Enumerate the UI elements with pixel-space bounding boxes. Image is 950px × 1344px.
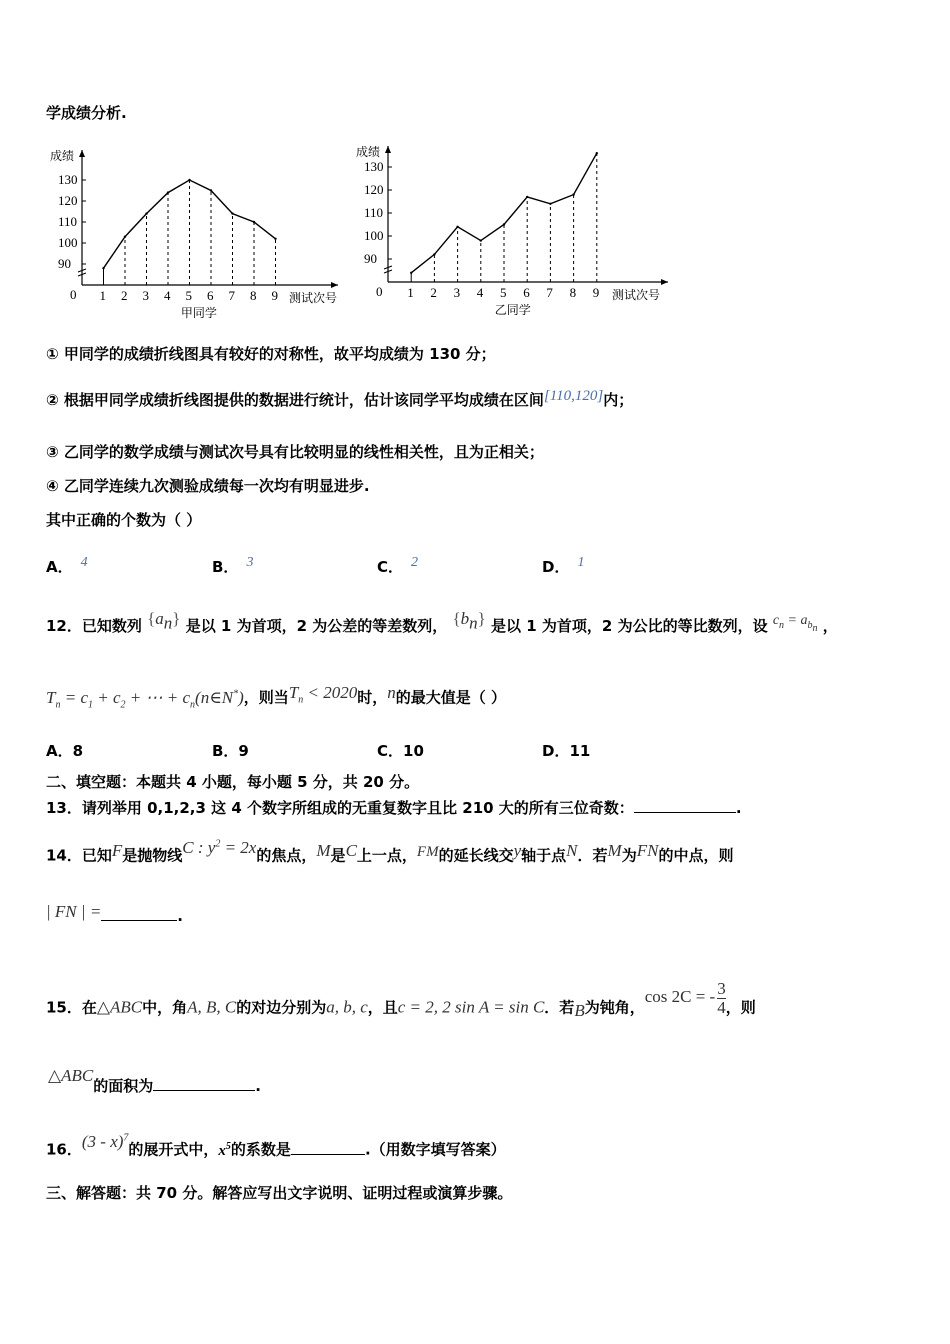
q13-blank[interactable] <box>634 798 736 813</box>
q12-text-3: ，则当 <box>243 688 289 707</box>
q12-comma: ， <box>822 617 838 635</box>
q12-text-5: 的最大值是（ ） <box>395 688 507 707</box>
q12-prefix: 12．已知数列 <box>46 617 142 635</box>
q12-option-b[interactable]: B．9 <box>212 742 249 760</box>
x5-power: 5 <box>225 1140 231 1152</box>
x5-base: x <box>218 1142 226 1159</box>
q16 <box>46 1131 506 1161</box>
binomial-power: 7 <box>123 1132 129 1143</box>
binomial-base: (3 - x) <box>81 1131 124 1151</box>
y-tick-label: 100 <box>58 235 78 250</box>
cos-text: cos 2C = - <box>644 987 716 1007</box>
bn-seq: $\{b_n\}$ <box>452 609 486 633</box>
data-point <box>572 193 574 195</box>
q11-question: 其中正确的个数为（ ） <box>46 511 202 529</box>
q14-text-2: 的焦点， <box>256 846 317 865</box>
n-point: N <box>566 840 578 860</box>
y-axis-label: 成绩 <box>356 145 381 159</box>
c1-sub: 1 <box>88 699 93 711</box>
q15-text-1: 中，角 <box>142 998 188 1017</box>
y-tick-label: 130 <box>364 159 384 174</box>
intro-text: 学成绩分析. <box>46 104 127 122</box>
tn-cond <box>288 682 358 706</box>
x-axis-label: 测试次号 <box>289 291 338 305</box>
b-sub: b <box>807 619 813 631</box>
data-point <box>102 267 104 269</box>
x-tick-label: 3 <box>142 288 149 303</box>
q15-condition: c = 2, 2 sin A = sin C <box>397 997 545 1017</box>
b-symbol: B <box>574 1001 585 1021</box>
data-point <box>526 196 528 198</box>
q14-text-3: 是 <box>330 846 346 865</box>
y-symbol: y <box>513 840 522 860</box>
statement-2-text: ② 根据甲同学成绩折线图提供的数据进行统计，估计该同学平均成绩在区间 <box>46 391 544 409</box>
x-tick-label: 9 <box>271 288 278 303</box>
tn-eq: = c <box>60 687 88 707</box>
q13-end: . <box>735 799 742 817</box>
origin-label: 0 <box>70 287 77 302</box>
tn-symbol: T <box>46 687 56 707</box>
cond-t: T <box>288 682 299 702</box>
data-point <box>596 152 598 154</box>
parabola <box>182 838 256 857</box>
x-tick-label: 2 <box>121 288 128 303</box>
x-tick-label: 6 <box>523 285 530 300</box>
chart-title: 甲同学 <box>180 306 217 320</box>
q15-text-2: 的对边分别为 <box>236 998 327 1017</box>
q15-text-6: ，则 <box>725 998 756 1017</box>
option-label: A． <box>46 558 73 576</box>
q16-text-1: 的展开式中， <box>128 1140 219 1159</box>
c-symbol: C <box>345 840 357 860</box>
option-value: 2 <box>411 555 419 570</box>
q14-text-4: 上一点， <box>356 846 417 865</box>
q12-text-4: 时， <box>357 688 388 707</box>
x-axis-arrow <box>331 282 338 288</box>
option-value: 1 <box>577 555 585 570</box>
statement-1: ① 甲同学的成绩折线图具有较好的对称性，故平均成绩为 130 分； <box>46 345 496 363</box>
data-point <box>124 236 126 238</box>
option-label: D． <box>542 558 570 576</box>
cond-sub: n <box>298 694 304 706</box>
q16-prefix: 16． <box>46 1140 82 1159</box>
q16-text-3: .（用数字填写答案） <box>364 1140 506 1159</box>
x-tick-label: 9 <box>592 285 600 300</box>
bn-sub: n <box>469 613 478 633</box>
statement-2 <box>46 390 633 411</box>
x-tick-label: 8 <box>250 288 257 303</box>
q12-text-1: 是以 1 为首项，2 为公差的等差数列， <box>185 617 448 635</box>
triangle-symbol-2: △ABC <box>48 1066 94 1085</box>
q13-text: 13．请列举用 0,1,2,3 这 4 个数字所组成的无重复数字且比 210 大的所有三位奇数： <box>46 799 634 817</box>
option-label: C． <box>377 558 404 576</box>
data-point <box>549 203 551 205</box>
statement-2-end: 内； <box>603 391 634 409</box>
star: * <box>233 688 239 699</box>
q14-text-5: 的延长线交 <box>438 846 514 865</box>
q11-option-a[interactable] <box>46 556 88 577</box>
cn-symbol: c <box>772 613 780 628</box>
q15-text-4: ．若 <box>544 998 575 1017</box>
x-tick-label: 8 <box>569 285 577 300</box>
q16-blank[interactable] <box>291 1140 365 1155</box>
chart-jia <box>40 140 360 325</box>
q15-line-1 <box>46 979 756 1027</box>
y-tick-label: 110 <box>58 214 78 229</box>
q14-text-1: 是抛物线 <box>122 846 183 865</box>
q12-line-2 <box>46 684 506 715</box>
x-axis-label: 测试次号 <box>612 288 661 302</box>
data-point <box>410 272 412 274</box>
option-value: 3 <box>246 555 254 570</box>
q15-text-3: ，且 <box>367 998 398 1017</box>
cond-rest: < 2020 <box>303 682 358 702</box>
y-tick-label: 90 <box>364 251 377 266</box>
q12-option-a[interactable]: A．8 <box>46 742 84 760</box>
section-2-heading: 二、填空题：本题共 4 小题，每小题 5 分，共 20 分。 <box>46 773 420 791</box>
chart-yi <box>350 138 680 325</box>
cos-expr <box>644 979 726 1017</box>
q14-line-1 <box>46 837 734 867</box>
x-axis-arrow <box>661 279 668 285</box>
y-tick-label: 120 <box>58 193 78 208</box>
chart-title: 乙同学 <box>494 303 531 317</box>
bn-symbol: b <box>460 609 470 628</box>
x-tick-label: 1 <box>407 285 414 300</box>
fraction-den: 4 <box>717 998 726 1017</box>
angles: A, B, C <box>187 997 237 1017</box>
statement-3: ③ 乙同学的数学成绩与测试次号具有比较明显的线性相关性，且为正相关； <box>46 443 544 461</box>
parabola-sq: 2 <box>215 838 221 849</box>
q14-text-6: 轴于点 <box>521 846 567 865</box>
q14-text-9: 的中点，则 <box>658 846 734 865</box>
q12-line-1 <box>46 609 838 646</box>
data-point <box>503 223 505 225</box>
q12-option-d[interactable]: D．11 <box>542 742 591 760</box>
x-tick-label: 5 <box>500 285 507 300</box>
x-tick-label: 5 <box>185 288 192 303</box>
paren-close: ) <box>238 687 244 707</box>
y-axis-arrow <box>79 150 85 157</box>
q15-end: . <box>255 1077 261 1095</box>
series-line <box>411 153 597 273</box>
q14-blank[interactable] <box>101 906 177 921</box>
c2-sub: 2 <box>120 699 126 711</box>
data-point <box>433 253 435 255</box>
cn-last-sub: n <box>190 699 196 711</box>
plus-dots: + ⋯ + c <box>125 687 191 707</box>
an-seq: $\{a_n\}$ <box>147 609 181 633</box>
q14-text-8: 为 <box>621 846 637 865</box>
q15-text-7: 的面积为 <box>93 1077 154 1095</box>
x-tick-label: 1 <box>99 288 106 303</box>
q14-end: . <box>177 907 183 925</box>
data-point <box>167 191 169 193</box>
y-axis-label: 成绩 <box>50 149 75 163</box>
plus-c2: + c <box>93 687 121 707</box>
x-tick-label: 7 <box>228 288 235 303</box>
parabola-lhs: C : y <box>182 837 216 857</box>
x-tick-label: 7 <box>546 285 553 300</box>
interval: [110,120] <box>543 388 604 404</box>
triangle-symbol: △ABC <box>96 997 143 1017</box>
tn-sub: n <box>55 699 61 711</box>
section-3-heading: 三、解答题：共 70 分。解答应写出文字说明、证明过程或演算步骤。 <box>46 1184 513 1202</box>
f-symbol: F <box>111 840 123 860</box>
option-label: B． <box>212 558 239 576</box>
x-tick-label: 6 <box>207 288 214 303</box>
y-tick-label: 130 <box>58 172 78 187</box>
domain: (n∈N <box>195 687 234 707</box>
sides: a, b, c <box>326 997 368 1017</box>
option-value: 4 <box>80 555 88 570</box>
y-tick-label: 120 <box>364 182 384 197</box>
y-tick-label: 100 <box>364 228 384 243</box>
q13 <box>46 798 742 818</box>
m-symbol: M <box>316 840 331 860</box>
cn-eq: = a <box>784 613 808 628</box>
q16-text-2: 的系数是 <box>230 1140 291 1159</box>
statement-4: ④ 乙同学连续九次测验成绩每一次均有明显进步. <box>46 477 370 495</box>
cn-sub: n <box>779 619 785 631</box>
parabola-rhs: = 2x <box>220 837 257 857</box>
x-tick-label: 4 <box>164 288 171 303</box>
data-point <box>456 226 458 228</box>
fn-symbol: FN <box>636 840 659 860</box>
data-point <box>274 238 276 240</box>
q14-text-7: ．若 <box>577 846 608 865</box>
data-point <box>210 189 212 191</box>
fm-symbol: FM <box>416 843 439 860</box>
fraction-num: 3 <box>717 979 726 998</box>
an-sub: n <box>163 613 173 633</box>
q14-line-2 <box>46 902 183 926</box>
origin-label: 0 <box>376 284 383 299</box>
y-tick-label: 90 <box>58 256 71 271</box>
q15-line-2 <box>46 1066 261 1096</box>
q12-text-2: 是以 1 为首项，2 为公比的等比数列，设 <box>491 617 768 635</box>
data-point <box>188 179 190 181</box>
q11-option-d[interactable] <box>542 556 584 577</box>
x-tick-label: 3 <box>453 285 461 300</box>
data-point <box>480 239 482 241</box>
y-axis-arrow <box>385 146 391 153</box>
data-point <box>231 212 233 214</box>
q14-prefix: 14．已知 <box>46 846 112 865</box>
binomial <box>82 1132 129 1151</box>
q15-prefix: 15．在 <box>46 998 97 1017</box>
fraction <box>717 980 726 1017</box>
q15-blank[interactable] <box>153 1076 255 1091</box>
cn-def <box>772 613 818 634</box>
q15-text-5: 为钝角， <box>584 998 645 1017</box>
q11-option-b[interactable] <box>212 556 253 577</box>
data-point <box>253 221 255 223</box>
m-symbol-2: M <box>607 840 622 860</box>
tn-def <box>46 687 244 711</box>
x-tick-label: 4 <box>476 285 484 300</box>
y-tick-label: 110 <box>364 205 384 220</box>
q12-option-c[interactable]: C．10 <box>377 742 424 760</box>
data-point <box>145 212 147 214</box>
n-symbol: n <box>387 682 396 702</box>
n-sub: n <box>812 622 818 634</box>
x-tick-label: 2 <box>430 285 437 300</box>
x5-term <box>218 1140 231 1159</box>
an-symbol: a <box>155 609 164 628</box>
q11-option-c[interactable] <box>377 556 418 577</box>
fn-abs: | FN | = <box>46 902 102 921</box>
